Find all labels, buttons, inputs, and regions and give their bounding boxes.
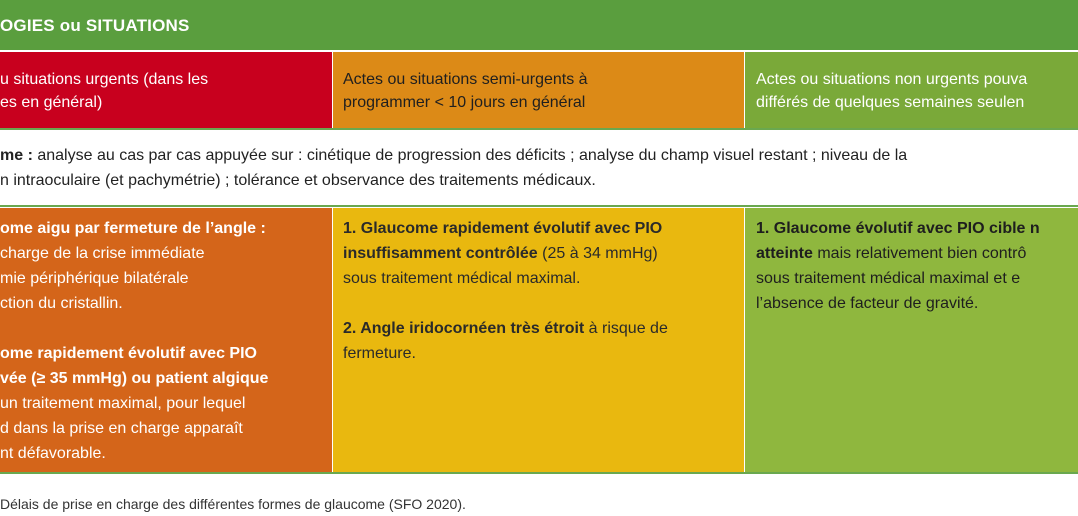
category-non-urgent-line-2: différés de quelques semaines seulen	[756, 94, 1025, 111]
semi-urgent-item-1-title: 1. Glaucome rapidement évolutif avec PIO	[343, 220, 663, 237]
semi-urgent-item-1-line-2	[343, 241, 744, 266]
non-urgent-item-1-line-2	[756, 241, 1078, 266]
category-semi-urgent	[333, 52, 744, 128]
cell-divider-1	[332, 208, 333, 472]
urgent-item-2-line-1: un traitement maximal, pour lequel	[0, 395, 246, 412]
general-guidance-line-2: n intraoculaire (et pachymétrie) ; tolérance et observance des traitements médicaux.	[0, 172, 596, 189]
cell-semi-urgent	[333, 208, 744, 472]
non-urgent-item-1-line-4: l’absence de facteur de gravité.	[756, 295, 979, 312]
urgent-item-2-title-line-2: vée (≥ 35 mmHg) ou patient algique	[0, 370, 269, 387]
non-urgent-item-1-rest: mais relativement bien contrô	[812, 245, 1027, 262]
general-guidance-text-1: analyse au cas par cas appuyée sur : cinétique de progression des déficits ; analyse du champ visuel restant ; niveau de la	[32, 147, 908, 164]
semi-urgent-item-1-line-3: sous traitement médical maximal.	[343, 270, 581, 287]
urgent-item-1-line-2: mie périphérique bilatérale	[0, 270, 189, 287]
category-semi-urgent-line-1: Actes ou situations semi-urgents à	[343, 71, 588, 88]
non-urgent-item-1-line-3: sous traitement médical maximal et e	[756, 270, 1021, 287]
category-semi-urgent-line-2: programmer < 10 jours en général	[343, 94, 586, 111]
cell-urgent	[0, 208, 332, 472]
urgent-item-2-line-3: nt défavorable.	[0, 445, 106, 462]
general-guidance-line-1	[0, 143, 1078, 168]
non-urgent-item-1-bold: atteinte	[756, 245, 813, 262]
urgent-item-2-line-2: d dans la prise en charge apparaît	[0, 420, 243, 437]
urgent-item-1-title: ome aigu par fermeture de l’angle :	[0, 220, 266, 237]
semi-urgent-item-2-rest: à risque de	[584, 320, 668, 337]
cell-divider-2	[744, 208, 745, 472]
semi-urgent-item-2-line-2: fermeture.	[343, 345, 416, 362]
category-urgent	[0, 52, 332, 128]
urgent-item-2-title-line-1: ome rapidement évolutif avec PIO	[0, 345, 257, 362]
general-guidance	[0, 143, 1078, 193]
semi-urgent-item-2-title: 2. Angle iridocornéen très étroit	[343, 320, 585, 337]
category-non-urgent-line-1: Actes ou situations non urgents pouva	[756, 71, 1028, 88]
cell-non-urgent	[745, 208, 1078, 472]
general-guidance-lead: me :	[0, 147, 33, 164]
divider-rule-top	[0, 128, 1078, 130]
category-urgent-line-2: es en général)	[0, 94, 103, 111]
divider-rule-bottom	[0, 472, 1078, 474]
header-title: OGIES ou SITUATIONS	[0, 16, 190, 35]
urgent-item-1-line-1: charge de la crise immédiate	[0, 245, 205, 262]
divider-rule-middle	[0, 205, 1078, 207]
table-caption: Délais de prise en charge des différentes formes de glaucome (SFO 2020).	[0, 496, 466, 512]
urgent-item-1-line-3: ction du cristallin.	[0, 295, 123, 312]
semi-urgent-item-2-line-1	[343, 316, 744, 341]
non-urgent-item-1-title: 1. Glaucome évolutif avec PIO cible n	[756, 220, 1040, 237]
category-non-urgent	[745, 52, 1078, 128]
table-header	[0, 0, 1078, 52]
semi-urgent-item-1-bold: insuffisamment contrôlée	[343, 245, 538, 262]
semi-urgent-item-1-range: (25 à 34 mmHg)	[537, 245, 658, 262]
category-urgent-line-1: u situations urgents (dans les	[0, 71, 209, 88]
